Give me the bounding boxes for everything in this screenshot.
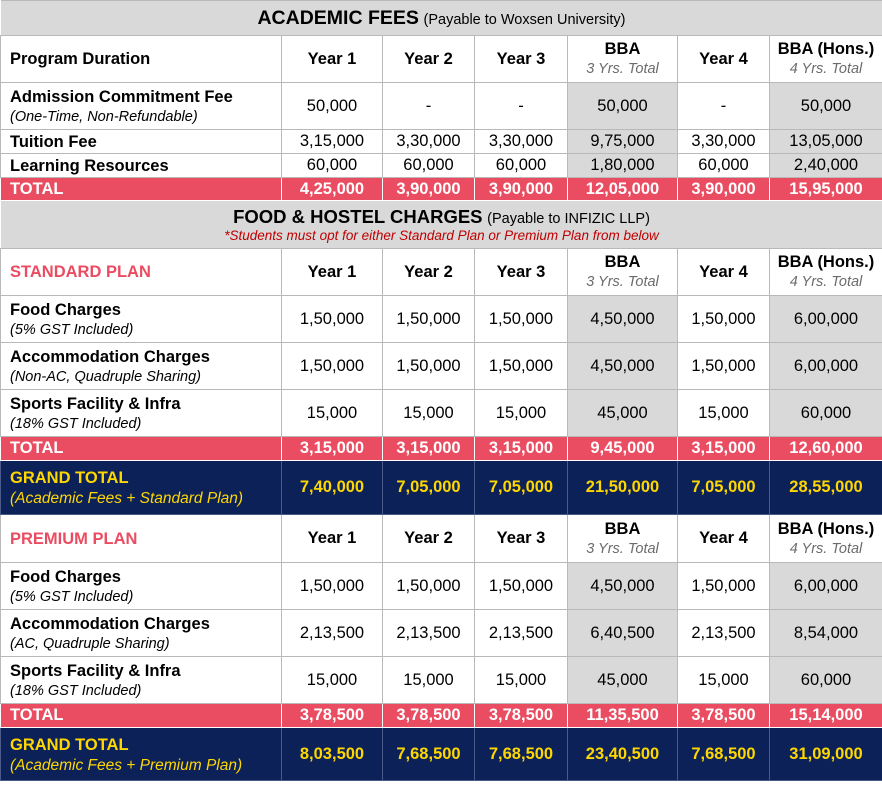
total-value: 15,14,000 [770, 704, 882, 728]
grand-total-value: 7,68,500 [475, 728, 568, 781]
grand-total-value: 7,05,000 [383, 461, 475, 515]
total-value: 15,95,000 [770, 178, 882, 201]
cell-value: 1,50,000 [678, 296, 770, 343]
total-label: TOTAL [1, 704, 282, 728]
standard-plan-title: STANDARD PLAN [1, 249, 282, 296]
cell-value: 45,000 [568, 657, 678, 704]
cell-value: 1,50,000 [282, 296, 383, 343]
table-row [1, 83, 882, 130]
table-row [1, 343, 882, 390]
table-row [1, 563, 882, 610]
total-value: 3,90,000 [475, 178, 568, 201]
cell-value: - [678, 83, 770, 130]
cell-value: 50,000 [282, 83, 383, 130]
grand-total-value: 21,50,000 [568, 461, 678, 515]
table-row [1, 610, 882, 657]
grand-total-label: GRAND TOTAL (Academic Fees + Standard Plan) [1, 461, 282, 515]
cell-value: 1,50,000 [383, 563, 475, 610]
cell-value: 4,50,000 [568, 343, 678, 390]
grand-total-label: GRAND TOTAL (Academic Fees + Premium Plan) [1, 728, 282, 781]
header-bba-total: BBA 3 Yrs. Total [568, 249, 678, 296]
row-label: Learning Resources [1, 154, 282, 178]
cell-value: 2,13,500 [282, 610, 383, 657]
total-value: 3,78,500 [282, 704, 383, 728]
row-label: Sports Facility & Infra (18% GST Included) [1, 657, 282, 704]
header-year-4: Year 4 [678, 515, 770, 563]
cell-value: 3,30,000 [678, 130, 770, 154]
cell-value: 1,50,000 [678, 563, 770, 610]
row-label: Sports Facility & Infra (18% GST Included) [1, 390, 282, 437]
standard-grand-total-row [1, 461, 882, 515]
cell-value: 50,000 [568, 83, 678, 130]
premium-header-row [1, 515, 882, 563]
table-row [1, 154, 882, 178]
grand-total-value: 7,40,000 [282, 461, 383, 515]
premium-plan-title: PREMIUM PLAN [1, 515, 282, 563]
header-hons-total: BBA (Hons.) 4 Yrs. Total [770, 36, 882, 83]
header-year-2: Year 2 [383, 515, 475, 563]
cell-value: 60,000 [282, 154, 383, 178]
total-value: 12,60,000 [770, 437, 882, 461]
header-year-3: Year 3 [475, 515, 568, 563]
academic-header-row [1, 36, 882, 83]
total-label: TOTAL [1, 437, 282, 461]
cell-value: - [475, 83, 568, 130]
header-year-2: Year 2 [383, 249, 475, 296]
total-value: 3,90,000 [383, 178, 475, 201]
cell-value: 6,00,000 [770, 563, 882, 610]
academic-section-title-row [1, 1, 882, 36]
row-label: Food Charges (5% GST Included) [1, 296, 282, 343]
header-year-3: Year 3 [475, 249, 568, 296]
total-value: 3,90,000 [678, 178, 770, 201]
cell-value: 60,000 [475, 154, 568, 178]
cell-value: 60,000 [678, 154, 770, 178]
grand-total-value: 7,68,500 [678, 728, 770, 781]
header-year-1: Year 1 [282, 515, 383, 563]
hostel-note: (Payable to INFIZIC LLP) [487, 210, 650, 227]
cell-value: 1,50,000 [475, 563, 568, 610]
header-hons-total: BBA (Hons.) 4 Yrs. Total [770, 249, 882, 296]
cell-value: 1,80,000 [568, 154, 678, 178]
header-year-1: Year 1 [282, 249, 383, 296]
cell-value: 3,30,000 [383, 130, 475, 154]
cell-value: 45,000 [568, 390, 678, 437]
cell-value: 1,50,000 [282, 343, 383, 390]
cell-value: 6,00,000 [770, 296, 882, 343]
header-bba-total: BBA 3 Yrs. Total [568, 515, 678, 563]
total-value: 3,15,000 [475, 437, 568, 461]
cell-value: 15,000 [678, 390, 770, 437]
header-year-1: Year 1 [282, 36, 383, 83]
table-row [1, 130, 882, 154]
cell-value: 2,13,500 [383, 610, 475, 657]
total-value: 3,78,500 [383, 704, 475, 728]
cell-value: 15,000 [475, 390, 568, 437]
cell-value: 4,50,000 [568, 296, 678, 343]
cell-value: 2,13,500 [475, 610, 568, 657]
total-label: TOTAL [1, 178, 282, 201]
cell-value: 15,000 [383, 390, 475, 437]
cell-value: 15,000 [282, 390, 383, 437]
header-bba-total: BBA 3 Yrs. Total [568, 36, 678, 83]
academic-title: ACADEMIC FEES [257, 6, 419, 29]
table-row [1, 657, 882, 704]
grand-total-value: 28,55,000 [770, 461, 882, 515]
header-year-3: Year 3 [475, 36, 568, 83]
academic-note: (Payable to Woxsen University) [423, 11, 626, 28]
hostel-section-title-row [1, 201, 882, 249]
cell-value: 15,000 [678, 657, 770, 704]
cell-value: 6,40,500 [568, 610, 678, 657]
total-value: 3,78,500 [475, 704, 568, 728]
cell-value: 60,000 [770, 390, 882, 437]
grand-total-value: 7,05,000 [475, 461, 568, 515]
cell-value: 4,50,000 [568, 563, 678, 610]
academic-total-row [1, 178, 882, 201]
total-value: 9,45,000 [568, 437, 678, 461]
total-value: 3,78,500 [678, 704, 770, 728]
header-year-4: Year 4 [678, 249, 770, 296]
cell-value: 2,13,500 [678, 610, 770, 657]
header-hons-total: BBA (Hons.) 4 Yrs. Total [770, 515, 882, 563]
grand-total-value: 31,09,000 [770, 728, 882, 781]
cell-value: 15,000 [475, 657, 568, 704]
premium-total-row [1, 704, 882, 728]
total-value: 3,15,000 [383, 437, 475, 461]
cell-value: 8,54,000 [770, 610, 882, 657]
row-label: Food Charges (5% GST Included) [1, 563, 282, 610]
cell-value: 1,50,000 [475, 296, 568, 343]
cell-value: 50,000 [770, 83, 882, 130]
hostel-title: FOOD & HOSTEL CHARGES [233, 205, 483, 227]
cell-value: 60,000 [770, 657, 882, 704]
cell-value: 13,05,000 [770, 130, 882, 154]
hostel-warning: *Students must opt for either Standard Plan or Premium Plan from below [224, 227, 659, 243]
cell-value: 2,40,000 [770, 154, 882, 178]
standard-header-row [1, 249, 882, 296]
cell-value: 1,50,000 [678, 343, 770, 390]
grand-total-value: 7,05,000 [678, 461, 770, 515]
cell-value: 9,75,000 [568, 130, 678, 154]
cell-value: 15,000 [282, 657, 383, 704]
header-year-2: Year 2 [383, 36, 475, 83]
hostel-section-title [1, 201, 882, 249]
cell-value: 3,30,000 [475, 130, 568, 154]
row-label: Admission Commitment Fee (One-Time, Non-Refundable) [1, 83, 282, 130]
cell-value: 3,15,000 [282, 130, 383, 154]
standard-total-row [1, 437, 882, 461]
grand-total-value: 23,40,500 [568, 728, 678, 781]
total-value: 12,05,000 [568, 178, 678, 201]
cell-value: 1,50,000 [383, 343, 475, 390]
cell-value: 1,50,000 [383, 296, 475, 343]
premium-grand-total-row [1, 728, 882, 781]
grand-total-value: 7,68,500 [383, 728, 475, 781]
cell-value: 60,000 [383, 154, 475, 178]
table-row [1, 296, 882, 343]
total-value: 3,15,000 [678, 437, 770, 461]
cell-value: 6,00,000 [770, 343, 882, 390]
cell-value: 1,50,000 [475, 343, 568, 390]
cell-value: - [383, 83, 475, 130]
row-label: Tuition Fee [1, 130, 282, 154]
header-year-4: Year 4 [678, 36, 770, 83]
row-label: Accommodation Charges (Non-AC, Quadruple Sharing) [1, 343, 282, 390]
total-value: 3,15,000 [282, 437, 383, 461]
row-label: Accommodation Charges (AC, Quadruple Sharing) [1, 610, 282, 657]
academic-section-title [1, 1, 882, 36]
cell-value: 15,000 [383, 657, 475, 704]
table-row [1, 390, 882, 437]
grand-total-value: 8,03,500 [282, 728, 383, 781]
header-program-duration: Program Duration [1, 36, 282, 83]
cell-value: 1,50,000 [282, 563, 383, 610]
total-value: 11,35,500 [568, 704, 678, 728]
total-value: 4,25,000 [282, 178, 383, 201]
